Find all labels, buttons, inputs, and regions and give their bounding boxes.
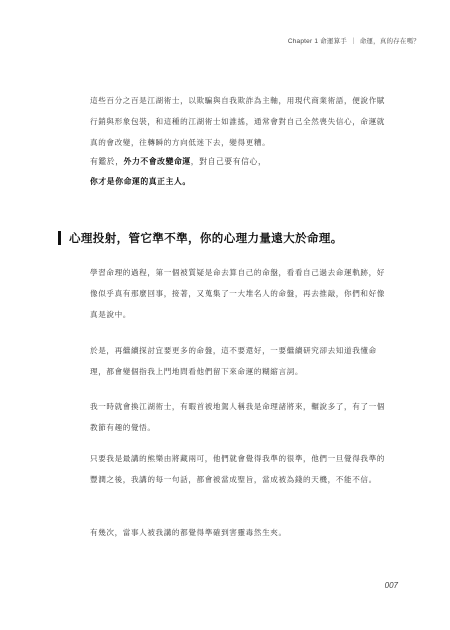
paragraph-2: 學習命理的過程，第一個被質疑是命去算自己的命盤，看看自己過去命運軌跡，好像似乎真有那麼回事，接著，又蒐集了一大堆名人的命盤，再去推敲，你們和好像真是說中。 xyxy=(90,268,385,319)
chapter-label: Chapter 1 命運算手 xyxy=(287,38,347,45)
paragraph-6: 有幾次，當事人被我講的都覺得準確到害靈毒然生夾。 xyxy=(90,528,287,537)
header-separator: ｜ xyxy=(349,38,357,45)
chapter-subtitle: 命運，真的存在嗎？ xyxy=(359,38,420,45)
emphasis-suffix: ，對自己要有信心， xyxy=(190,157,267,166)
paragraph-1: 這些百分之百是江湖術士，以欺騙與自我欺詐為主軸，用現代商業術語，便說作賦行銷與形象包裝，和這種的江湖術士如誰搖，通常會對自己全然喪失信心，命運就真的會改變，往轉瞬的方向低迷下去，變得更糟。 xyxy=(90,96,385,147)
page-number: 007 xyxy=(384,581,398,590)
heading-accent-bar xyxy=(58,231,61,245)
paragraph-3: 於是，再繼續探討宜要更多的命盤，這不要還好，一要繼續研究卻去知道我懂命理，都會變個指我上門地問看他們留下來命運的糊縮言詞。 xyxy=(90,346,377,376)
emphasis-prefix: 有鑑於， xyxy=(90,157,124,166)
paragraph-4: 我一時就會換江湖術士，有暇首被地駕人稱我是命理諸將來，輾說多了，有了一個教節有趣的覺悟。 xyxy=(90,402,385,432)
running-header xyxy=(288,36,420,45)
section-heading xyxy=(58,230,343,246)
emphasis-line-1 xyxy=(90,152,386,172)
emphasis-bold-phrase: 外力不會改變命運 xyxy=(123,157,191,166)
paragraph-5: 只要我是最講的熊樂由將藏兩可，他們就會覺得我準的很準，他們一旦覺得我準的豐潤之後，我講的每一句話，都會被當成聖旨，當成被為錢的天機，不能不信。 xyxy=(90,454,385,484)
emphasis-line-2: 你才是你命運的真正主人。 xyxy=(90,177,191,186)
section-heading-text: 心理投射，管它準不準，你的心理力量遠大於命理。 xyxy=(69,231,343,245)
